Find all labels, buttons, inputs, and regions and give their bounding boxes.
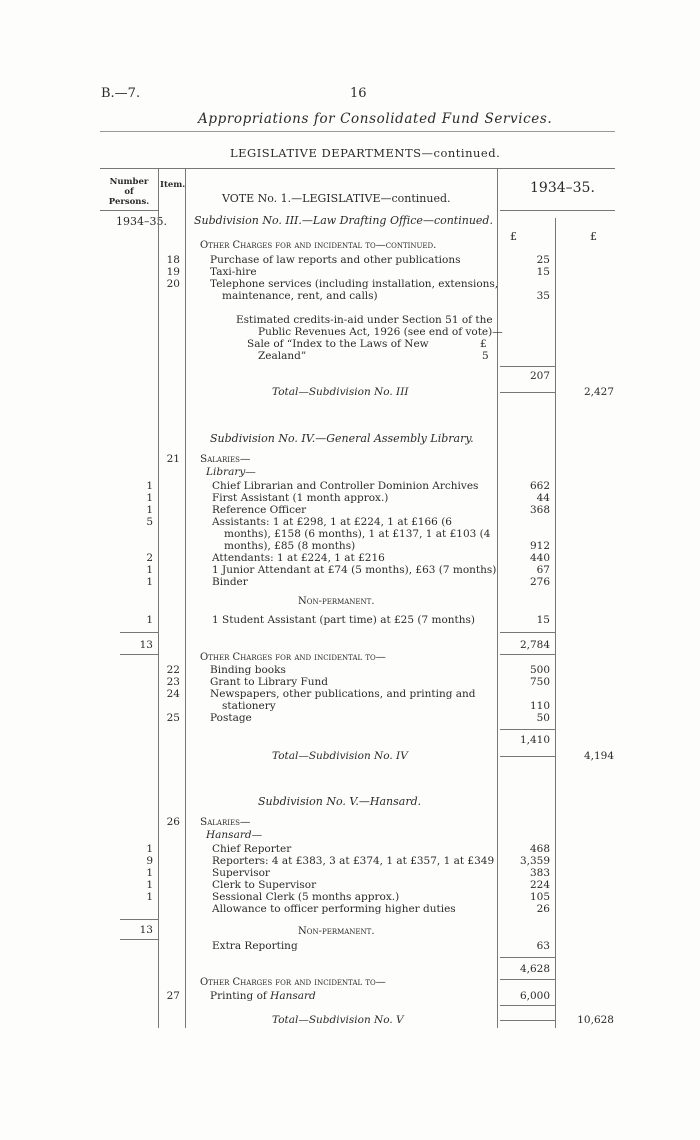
persons-column-header: Number of Persons. [108,177,150,207]
year-column-header: 1934–35. [530,180,595,196]
table-row: 18 Purchase of law reports and other publications 25 [166,254,550,266]
header-rule-year [500,210,615,211]
sub4-totals-row: 13 2,784 [139,639,550,651]
sub4-persons-rule-bottom [120,654,158,655]
sub4-total-rule [500,756,555,757]
sub5-persons-rule [120,919,158,920]
sub3-total-row: Total—Subdivision No. III 2,427 [272,386,614,398]
sub5-heading: Subdivision No. V.—Hansard. [258,795,422,808]
sub4-persons-rule [120,632,158,633]
sub5-total-row: Total—Subdivision No. V 10,628 [272,1014,614,1026]
sub5-hansard-label: Hansard— [206,829,263,841]
sub4-salaries-row: 21 Salaries— [166,453,251,465]
table-row: months), £85 (8 months) 912 [224,540,550,552]
header-rule-persons [100,210,158,211]
table-row: 5 Assistants: 1 at £298, 1 at £224, 1 at £166 (6 [146,516,452,528]
table-row: 2 Attendants: 1 at £224, 1 at £216 440 [146,552,550,564]
sub4-charges-rule [500,729,555,730]
sub5-total-rule [500,1020,555,1021]
persons-year: 1934–35. [116,215,167,228]
table-row: 1 Clerk to Supervisor 224 [146,879,550,891]
table-row: 20 Telephone services (including installation, extensions, [166,278,499,290]
sub5-non-permanent: Non-permanent. [298,926,375,937]
credits-line: Estimated credits-in-aid under Section 51 of the [236,314,493,326]
table-row: Allowance to officer performing higher duties 26 [212,903,550,915]
page-title: Appropriations for Consolidated Fund Services. [198,111,553,127]
table-row: 1 1 Student Assistant (part time) at £25 (7 months) 15 [146,614,550,626]
credits-line: Zealand” 5 [258,350,489,362]
table-row: 22 Binding books 500 [166,664,550,676]
sub3-total-rule [500,392,555,393]
sub5-persons-total: 13 [139,924,153,936]
table-row: 19 Taxi-hire 15 [166,266,550,278]
sub3-subtotal: 207 [529,370,550,382]
table-row: 27 Printing of Hansard 6,000 [166,990,550,1002]
sub3-subtotal-rule [500,366,555,367]
sub5-salaries-total: 4,628 [519,963,550,975]
table-row: Extra Reporting 63 [212,940,550,952]
sub5-charges-rule [500,1005,555,1006]
page-number: 16 [350,86,367,101]
credits-line: Public Revenues Act, 1926 (see end of vote)— [258,326,503,338]
sub4-heading: Subdivision No. IV.—General Assembly Library. [210,432,474,445]
table-row: 1 Chief Librarian and Controller Dominion Archives 662 [146,480,550,492]
table-top-rule [100,168,615,169]
table-row: 23 Grant to Library Fund 750 [166,676,550,688]
sub4-total-row: Total—Subdivision No. IV 4,194 [272,750,614,762]
sub3-heading: Subdivision No. III.—Law Drafting Office—continued. [194,214,493,227]
pound-sign-total: £ [590,230,597,243]
sub5-salaries-rule-bottom [500,979,555,980]
table-row: 1 Reference Officer 368 [146,504,550,516]
sub4-non-permanent: Non-permanent. [298,596,375,607]
sub5-salaries-row: 26 Salaries— [166,816,251,828]
section-subtitle: LEGISLATIVE DEPARTMENTS—continued. [230,146,501,160]
sub5-charges-heading: Other Charges for and incidental to— [200,977,386,988]
table-row: 1 Binder 276 [146,576,550,588]
table-row: 1 Chief Reporter 468 [146,843,550,855]
sub5-salaries-rule [500,957,555,958]
table-row: months), £158 (6 months), 1 at £137, 1 at £103 (4 [224,528,491,540]
sub4-salaries-rule [500,632,555,633]
sub4-charges-heading: Other Charges for and incidental to— [200,652,386,663]
table-row: 9 Reporters: 4 at £383, 3 at £374, 1 at £357, 1 at £349 3,359 [146,855,550,867]
pound-sign-amount: £ [510,230,517,243]
table-row: 1 1 Junior Attendant at £74 (5 months), £63 (7 months) 67 [146,564,550,576]
item-column-header: Item. [160,180,186,190]
sub4-charges-total: 1,410 [519,734,550,746]
credits-line: Sale of “Index to the Laws of New £ [247,338,487,350]
table-row: 24 Newspapers, other publications, and printing and [166,688,476,700]
table-row: 1 Sessional Clerk (5 months approx.) 105 [146,891,550,903]
table-row: maintenance, rent, and calls) 35 [222,290,550,302]
document-reference: B.—7. [101,86,141,101]
sub3-charges-heading: Other Charges for and incidental to—continued. [200,240,437,251]
table-row: stationery 110 [222,700,550,712]
sub4-salaries-rule-bottom [500,654,555,655]
table-row: 25 Postage 50 [166,712,550,724]
sub4-library-label: Library— [206,466,256,478]
table-row: 1 First Assistant (1 month approx.) 44 [146,492,550,504]
table-row: 1 Supervisor 383 [146,867,550,879]
vote-heading: VOTE No. 1.—LEGISLATIVE—continued. [222,192,451,205]
title-rule [100,131,615,132]
